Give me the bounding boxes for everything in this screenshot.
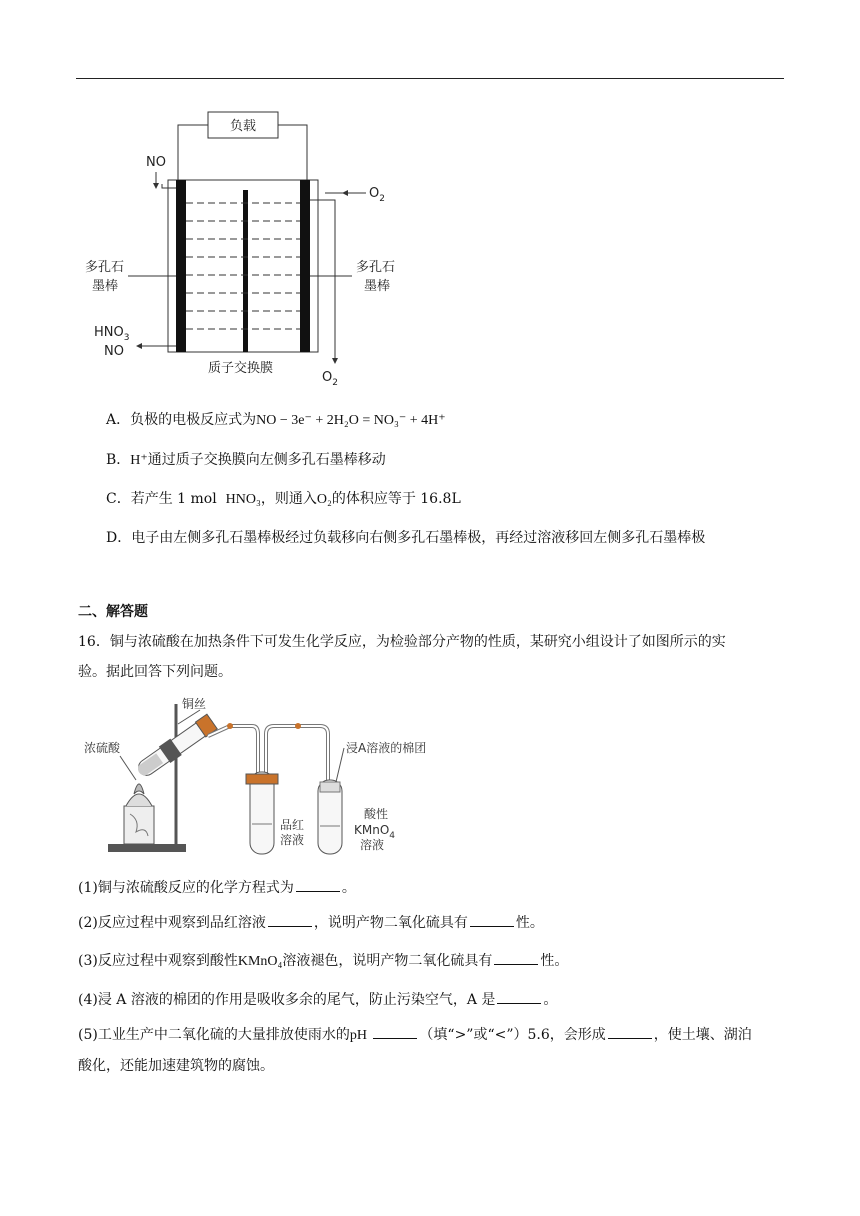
no-outlet-label: NO bbox=[104, 344, 124, 359]
pinred-label-1: 品红 bbox=[280, 818, 305, 832]
solution-label: 溶液 bbox=[360, 838, 385, 852]
option-c-text1: C．若产生 1 mol bbox=[106, 491, 217, 507]
right-electrode-label-1: 多孔石 bbox=[356, 260, 396, 275]
q2-text-b: ，说明产物二氧化硫具有 bbox=[313, 915, 468, 931]
q2-text-c: 性。 bbox=[515, 915, 544, 931]
right-wire bbox=[278, 125, 307, 180]
option-b-prefix: B． bbox=[106, 452, 131, 468]
q2-answer-blank-1[interactable] bbox=[268, 912, 312, 927]
q1-end: 。 bbox=[341, 880, 356, 896]
option-b-text: 通过质子交换膜向左侧多孔石墨棒移动 bbox=[147, 452, 386, 468]
option-c-formula2: O₂ bbox=[316, 492, 332, 507]
pinred-label-2: 溶液 bbox=[280, 833, 305, 847]
option-a-text: A．负极的电极反应式为 bbox=[106, 412, 257, 428]
q5-text-a: (5)工业生产中二氧化硫的大量排放使雨水的 bbox=[78, 1027, 350, 1043]
q4-text: (4)浸 A 溶液的棉团的作用是吸收多余的尾气，防止污染空气，A 是 bbox=[78, 992, 496, 1008]
cotton-label: 浸A溶液的棉团 bbox=[346, 741, 427, 755]
o2-outlet-label: $O_2$ bbox=[322, 370, 338, 388]
q4-answer-blank[interactable] bbox=[497, 989, 541, 1004]
subquestion-4 bbox=[78, 989, 557, 1010]
cotton-plug bbox=[320, 782, 340, 792]
copper-wire-label: 铜丝 bbox=[182, 697, 207, 711]
option-c bbox=[106, 489, 461, 510]
stand-base bbox=[108, 844, 186, 852]
q5-answer-blank-1[interactable] bbox=[373, 1024, 417, 1039]
o2-inlet-label: $O_2$ bbox=[369, 186, 385, 204]
option-c-text3: 的体积应等于 16.8L bbox=[331, 491, 461, 507]
membrane-label: 质子交换膜 bbox=[208, 361, 274, 376]
q2-answer-blank-2[interactable] bbox=[470, 912, 514, 927]
q1-text: (1)铜与浓硫酸反应的化学方程式为 bbox=[78, 880, 294, 896]
q2-text-a: (2)反应过程中观察到品红溶液 bbox=[78, 915, 266, 931]
no-inlet-label: NO bbox=[146, 155, 166, 170]
q5-text-b: （填“>”或“<”）5.6，会形成 bbox=[419, 1027, 606, 1043]
option-c-formula1: HNO₃ bbox=[225, 492, 261, 507]
q5-answer-blank-2[interactable] bbox=[608, 1024, 652, 1039]
subquestion-5 bbox=[78, 1024, 752, 1046]
left-electrode-label-2: 墨棒 bbox=[92, 279, 119, 294]
question-16-stem-2: 验。据此回答下列问题。 bbox=[78, 664, 232, 680]
question-16-stem-1: 16．铜与浓硫酸在加热条件下可发生化学反应，为检验部分产物的性质，某研究小组设计了如图所示的实 bbox=[78, 634, 726, 650]
q3-text-a: (3)反应过程中观察到酸性 bbox=[78, 953, 238, 969]
right-electrode bbox=[300, 180, 310, 352]
left-electrode-label-1: 多孔石 bbox=[85, 260, 125, 275]
flame bbox=[134, 784, 144, 794]
load-label: 负载 bbox=[229, 119, 257, 134]
alcohol-lamp bbox=[124, 806, 154, 844]
acidic-label: 酸性 bbox=[364, 807, 389, 821]
q3-text-c: 性。 bbox=[540, 953, 569, 969]
conc-acid-label: 浓硫酸 bbox=[84, 741, 121, 755]
option-b bbox=[106, 450, 386, 471]
header-rule bbox=[76, 78, 784, 79]
subquestion-1 bbox=[78, 877, 356, 898]
option-a bbox=[106, 410, 446, 431]
q4-end: 。 bbox=[543, 992, 558, 1008]
option-c-text2: ，则通入 bbox=[260, 491, 317, 507]
subquestion-5-line-2: 酸化，还能加速建筑物的腐蚀。 bbox=[78, 1058, 274, 1074]
option-b-ion: H⁺ bbox=[130, 453, 148, 468]
fuel-cell-diagram bbox=[80, 100, 420, 390]
left-wire bbox=[178, 125, 208, 180]
hno3-outlet-label: $HNO_3$ bbox=[94, 325, 130, 343]
apparatus-diagram bbox=[80, 694, 480, 864]
right-electrode-label-2: 墨棒 bbox=[364, 279, 391, 294]
q5-ph: pH bbox=[349, 1028, 367, 1043]
q3-answer-blank[interactable] bbox=[494, 950, 538, 965]
option-a-formula: NO − 3e⁻ + 2H₂O = NO₃⁻ + 4H⁺ bbox=[256, 413, 446, 428]
proton-membrane bbox=[243, 190, 248, 352]
subquestion-2 bbox=[78, 912, 544, 933]
q3-text-b: 溶液褪色，说明产物二氧化硫具有 bbox=[282, 953, 493, 969]
section-title: 二、解答题 bbox=[78, 604, 148, 620]
q3-formula: KMnO₄ bbox=[237, 954, 283, 969]
subquestion-3 bbox=[78, 950, 568, 972]
left-electrode bbox=[176, 180, 186, 352]
kmno4-label: KMnO$_4$ bbox=[354, 823, 396, 841]
q1-answer-blank[interactable] bbox=[296, 877, 340, 892]
option-d: D．电子由左侧多孔石墨棒极经过负载移向右侧多孔石墨棒极，再经过溶液移回左侧多孔石墨棒极 bbox=[106, 530, 706, 546]
q5-text-c: ，使土壤、湖泊 bbox=[653, 1027, 752, 1043]
